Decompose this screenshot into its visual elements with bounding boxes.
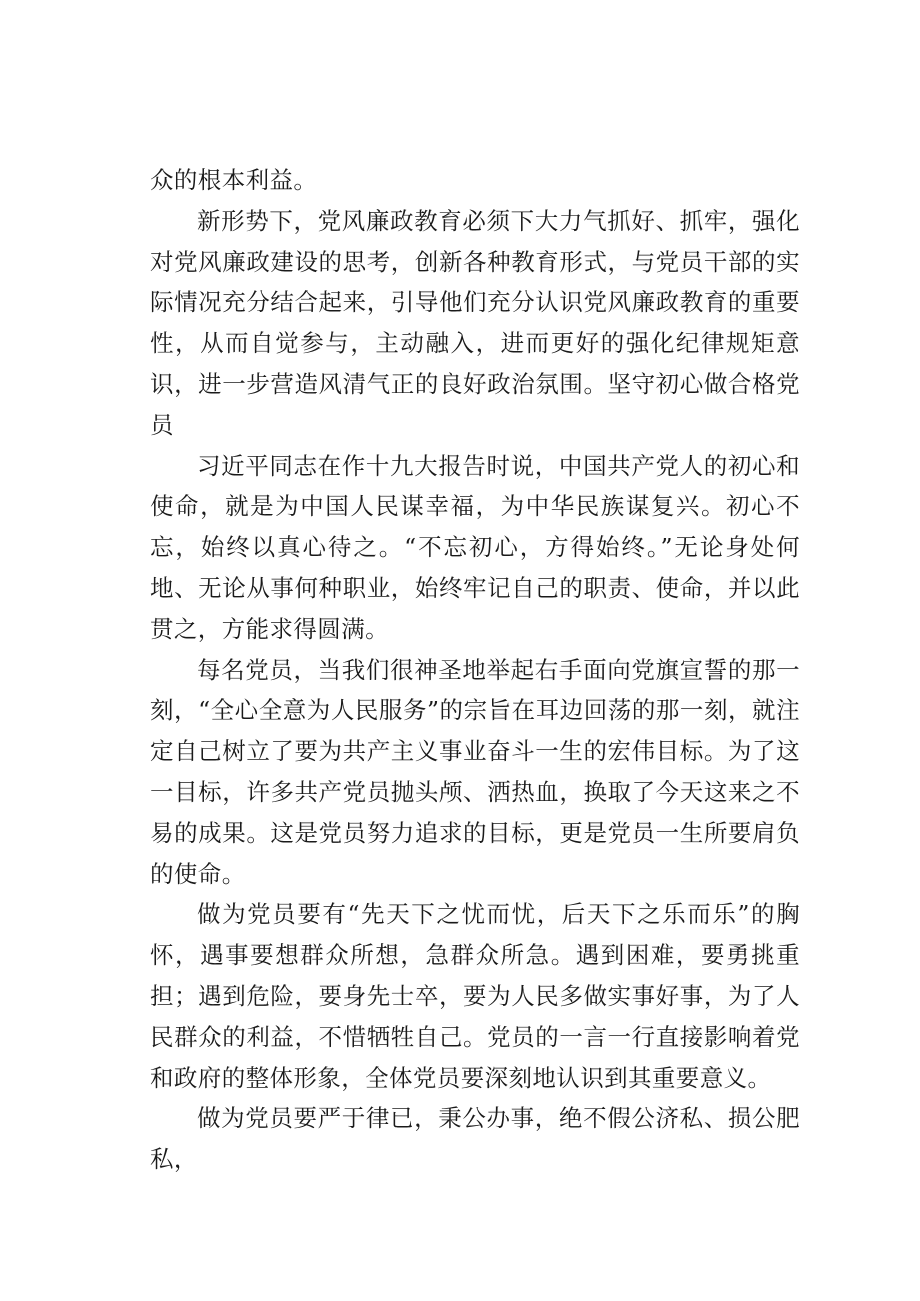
paragraph-1: 众的根本利益。 xyxy=(150,166,318,194)
paragraph-2: 新形势下，党风廉政教育必须下大力气抓好、抓牢，强化对党风廉政建设的思考，创新各种教育形式，与党员干部的实际情况充分结合起来，引导他们充分认识党风廉政教育的重要性，从而自觉参与，主动融入，进而更好的强化纪律规矩意识，进一步营造风清气正的良好政治氛围。坚守初心做合格党员 xyxy=(150,206,800,439)
document-body xyxy=(150,160,800,1180)
paragraph-5: 做为党员要有“先天下之忧而忧，后天下之乐而乐”的胸怀，遇事要想群众所想，急群众所急。遇到困难，要勇挑重担；遇到危险，要身先士卒，要为人民多做实事好事，为了人民群众的利益，不惜牺牲自己。党员的一言一行直接影响着党和政府的整体形象，全体党员要深刻地认识到其重要意义。 xyxy=(150,900,800,1092)
paragraph-4: 每名党员，当我们很神圣地举起右手面向党旗宣誓的那一刻，“全心全意为人民服务”的宗旨在耳边回荡的那一刻，就注定自己树立了要为共产主义事业奋斗一生的宏伟目标。为了这一目标，许多共产党员抛头颅、洒热血，换取了今天这来之不易的成果。这是党员努力追求的目标，更是党员一生所要肩负的使命。 xyxy=(150,655,800,888)
paragraph-6: 做为党员要严于律已，秉公办事，绝不假公济私、损公肥私， xyxy=(150,1104,800,1174)
paragraph-3: 习近平同志在作十九大报告时说，中国共产党人的初心和使命，就是为中国人民谋幸福，为中华民族谋复兴。初心不忘，始终以真心待之。“不忘初心，方得始终。”无论身处何地、无论从事何种职业，始终牢记自己的职责、使命，并以此贯之，方能求得圆满。 xyxy=(150,451,800,643)
